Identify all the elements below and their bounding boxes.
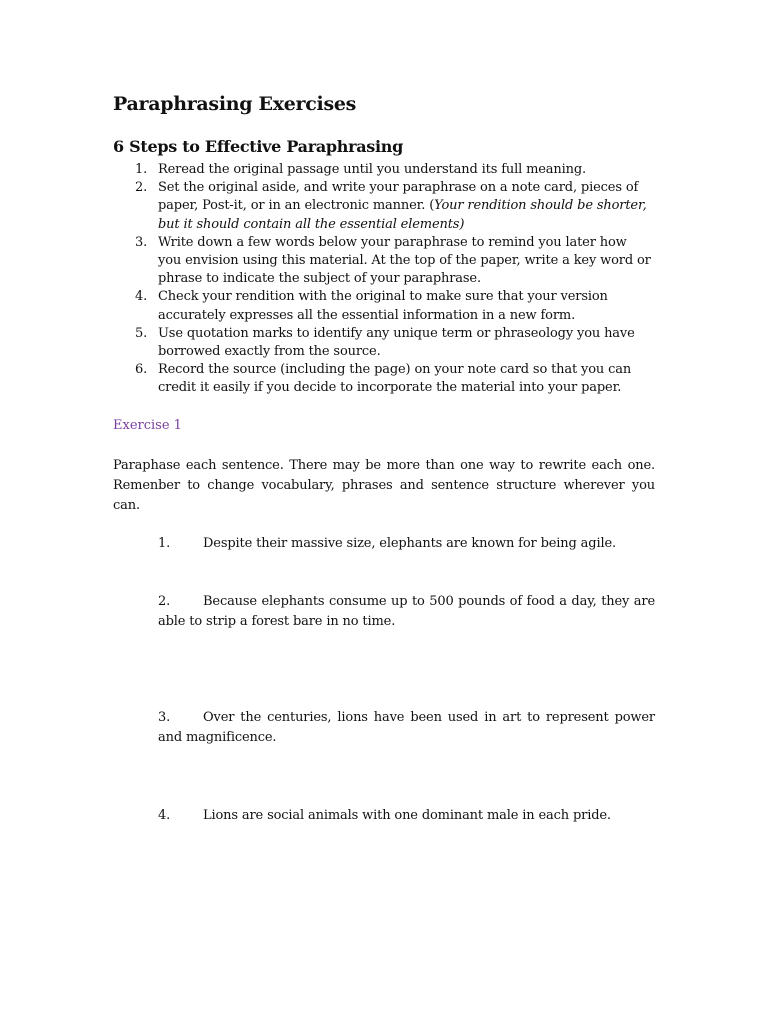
step-item	[113, 179, 655, 234]
step-item	[113, 161, 655, 179]
step-text: Set the original aside, and write your paraphrase on a note card, pieces of paper, Post-it, or in an electronic manner. (	[158, 180, 639, 214]
exercise-sentence	[158, 534, 655, 554]
document-page	[113, 0, 655, 1024]
step-number: 6.	[135, 362, 148, 378]
sentence-text: Lions are social animals with one dominant male in each pride.	[203, 808, 611, 823]
steps-list	[113, 161, 655, 398]
step-item	[113, 234, 655, 289]
sentence-text: Because elephants consume up to 500 pounds of food a day, they are able to strip a forest bare in no time.	[158, 594, 655, 629]
step-number: 3.	[135, 234, 148, 250]
step-number: 4.	[135, 289, 148, 305]
step-text-with-note	[158, 179, 653, 234]
exercise-heading: Exercise 1	[113, 418, 182, 433]
step-text: Record the source (including the page) on your note card so that you can credit it easily if you decide to incorporate the material into your paper.	[158, 362, 632, 396]
step-item	[113, 325, 655, 361]
exercise-sentence	[158, 708, 655, 748]
section-subtitle: 6 Steps to Effective Paraphrasing	[113, 137, 404, 156]
page-title: Paraphrasing Exercises	[113, 93, 357, 115]
exercise-sentence	[158, 806, 655, 826]
sentence-number: 4.	[158, 808, 171, 823]
sentence-text: Despite their massive size, elephants are known for being agile.	[203, 536, 616, 551]
step-item	[113, 361, 655, 397]
exercise-sentence	[158, 592, 655, 632]
step-text: Check your rendition with the original to make sure that your version accurately expresses all the essential information in a new form.	[158, 289, 608, 323]
exercise-instructions: Paraphase each sentence. There may be more than one way to rewrite each one. Remenber to change vocabulary, phrases and sentence structure wherever you can.	[113, 458, 655, 513]
step-text: Use quotation marks to identify any unique term or phraseology you have borrowed exactly from the source.	[158, 325, 635, 360]
sentence-number: 3.	[158, 710, 171, 725]
step-number: 2.	[135, 180, 148, 196]
step-text: Write down a few words below your paraphrase to remind you later how you envision using this material. At the top of the paper, write a key word or phrase to indicate the subject of your paraphrase.	[158, 234, 651, 287]
sentence-number: 2.	[158, 594, 171, 609]
step-note: Your rendition should be shorter, but it should contain all the essential elements)	[158, 198, 647, 232]
sentence-number: 1.	[158, 536, 171, 551]
step-item	[113, 288, 655, 324]
step-number: 5.	[135, 325, 148, 341]
step-number: 1.	[135, 162, 148, 177]
step-text: Reread the original passage until you understand its full meaning.	[158, 162, 587, 177]
sentence-text: Over the centuries, lions have been used in art to represent power and magnificence.	[158, 710, 655, 745]
